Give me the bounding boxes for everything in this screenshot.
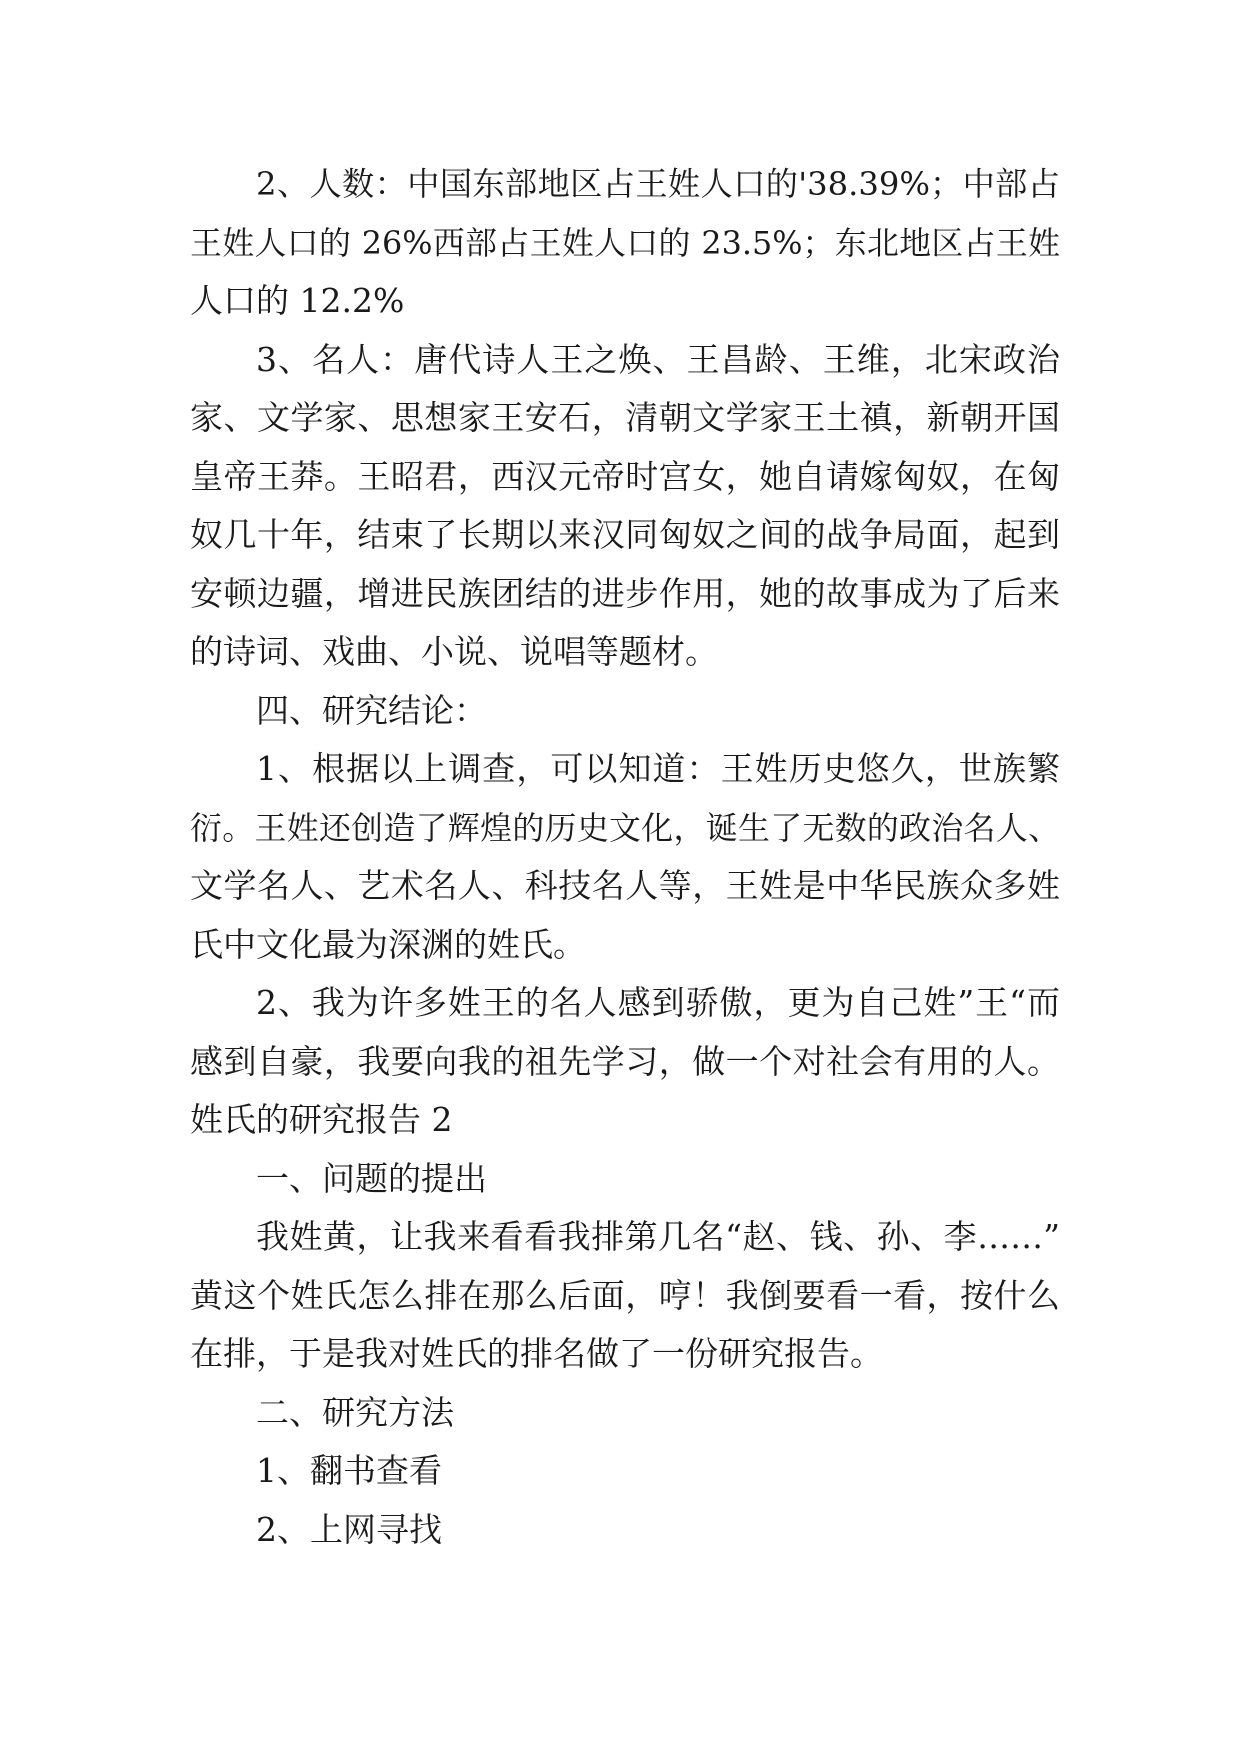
text-line: 3、名人：唐代诗人王之焕、王昌龄、王维，北宋政治 <box>256 339 1060 379</box>
text-line: 的诗词、戏曲、小说、说唱等题材。 <box>190 632 718 671</box>
text-line: 我姓黄，让我来看看我排第几名“赵、钱、孙、李……” <box>256 1217 1060 1256</box>
text-line: 皇帝王莽。王昭君，西汉元帝时宫女，她自请嫁匈奴，在匈 <box>190 456 1060 496</box>
document-body <box>190 155 1060 1559</box>
text-line: 文学名人、艺术名人、科技名人等，王姓是中华民族众多姓 <box>190 866 1060 905</box>
text-line: 在排，于是我对姓氏的排名做了一份研究报告。 <box>190 1334 883 1373</box>
text-line: 安顿边疆，增进民族团结的进步作用，她的故事成为了后来 <box>190 573 1060 613</box>
text-line: 黄这个姓氏怎么排在那么后面，哼！我倒要看一看，按什么 <box>190 1275 1060 1315</box>
text-line: 家、文学家、思想家王安石，清朝文学家王土禛，新朝开国 <box>190 398 1060 437</box>
text-line: 姓氏的研究报告 2 <box>190 1100 453 1139</box>
text-line: 感到自豪，我要向我的祖先学习，做一个对社会有用的人。 <box>190 1041 1060 1081</box>
text-line: 二、研究方法 <box>256 1392 454 1432</box>
text-line: 2、人数：中国东部地区占王姓人口的'38.39%；中部占 <box>256 165 1060 203</box>
text-line: 2、我为许多姓王的名人感到骄傲，更为自己姓”王“而 <box>256 983 1060 1022</box>
text-line: 王姓人口的 26%西部占王姓人口的 23.5%；东北地区占王姓 <box>190 223 1060 262</box>
text-line: 人口的 12.2% <box>190 281 405 320</box>
text-line: 衍。王姓还创造了辉煌的历史文化，诞生了无数的政治名人、 <box>190 808 1060 847</box>
text-line: 奴几十年，结束了长期以来汉同匈奴之间的战争局面，起到 <box>190 515 1060 554</box>
text-line: 1、根据以上调查，可以知道：王姓历史悠久，世族繁 <box>256 749 1060 788</box>
text-line: 四、研究结论： <box>256 690 487 730</box>
text-line: 一、问题的提出 <box>256 1158 487 1198</box>
text-line: 2、上网寻找 <box>256 1509 442 1549</box>
text-line: 氏中文化最为深渊的姓氏。 <box>190 924 586 964</box>
text-line: 1、翻书查看 <box>256 1451 442 1490</box>
